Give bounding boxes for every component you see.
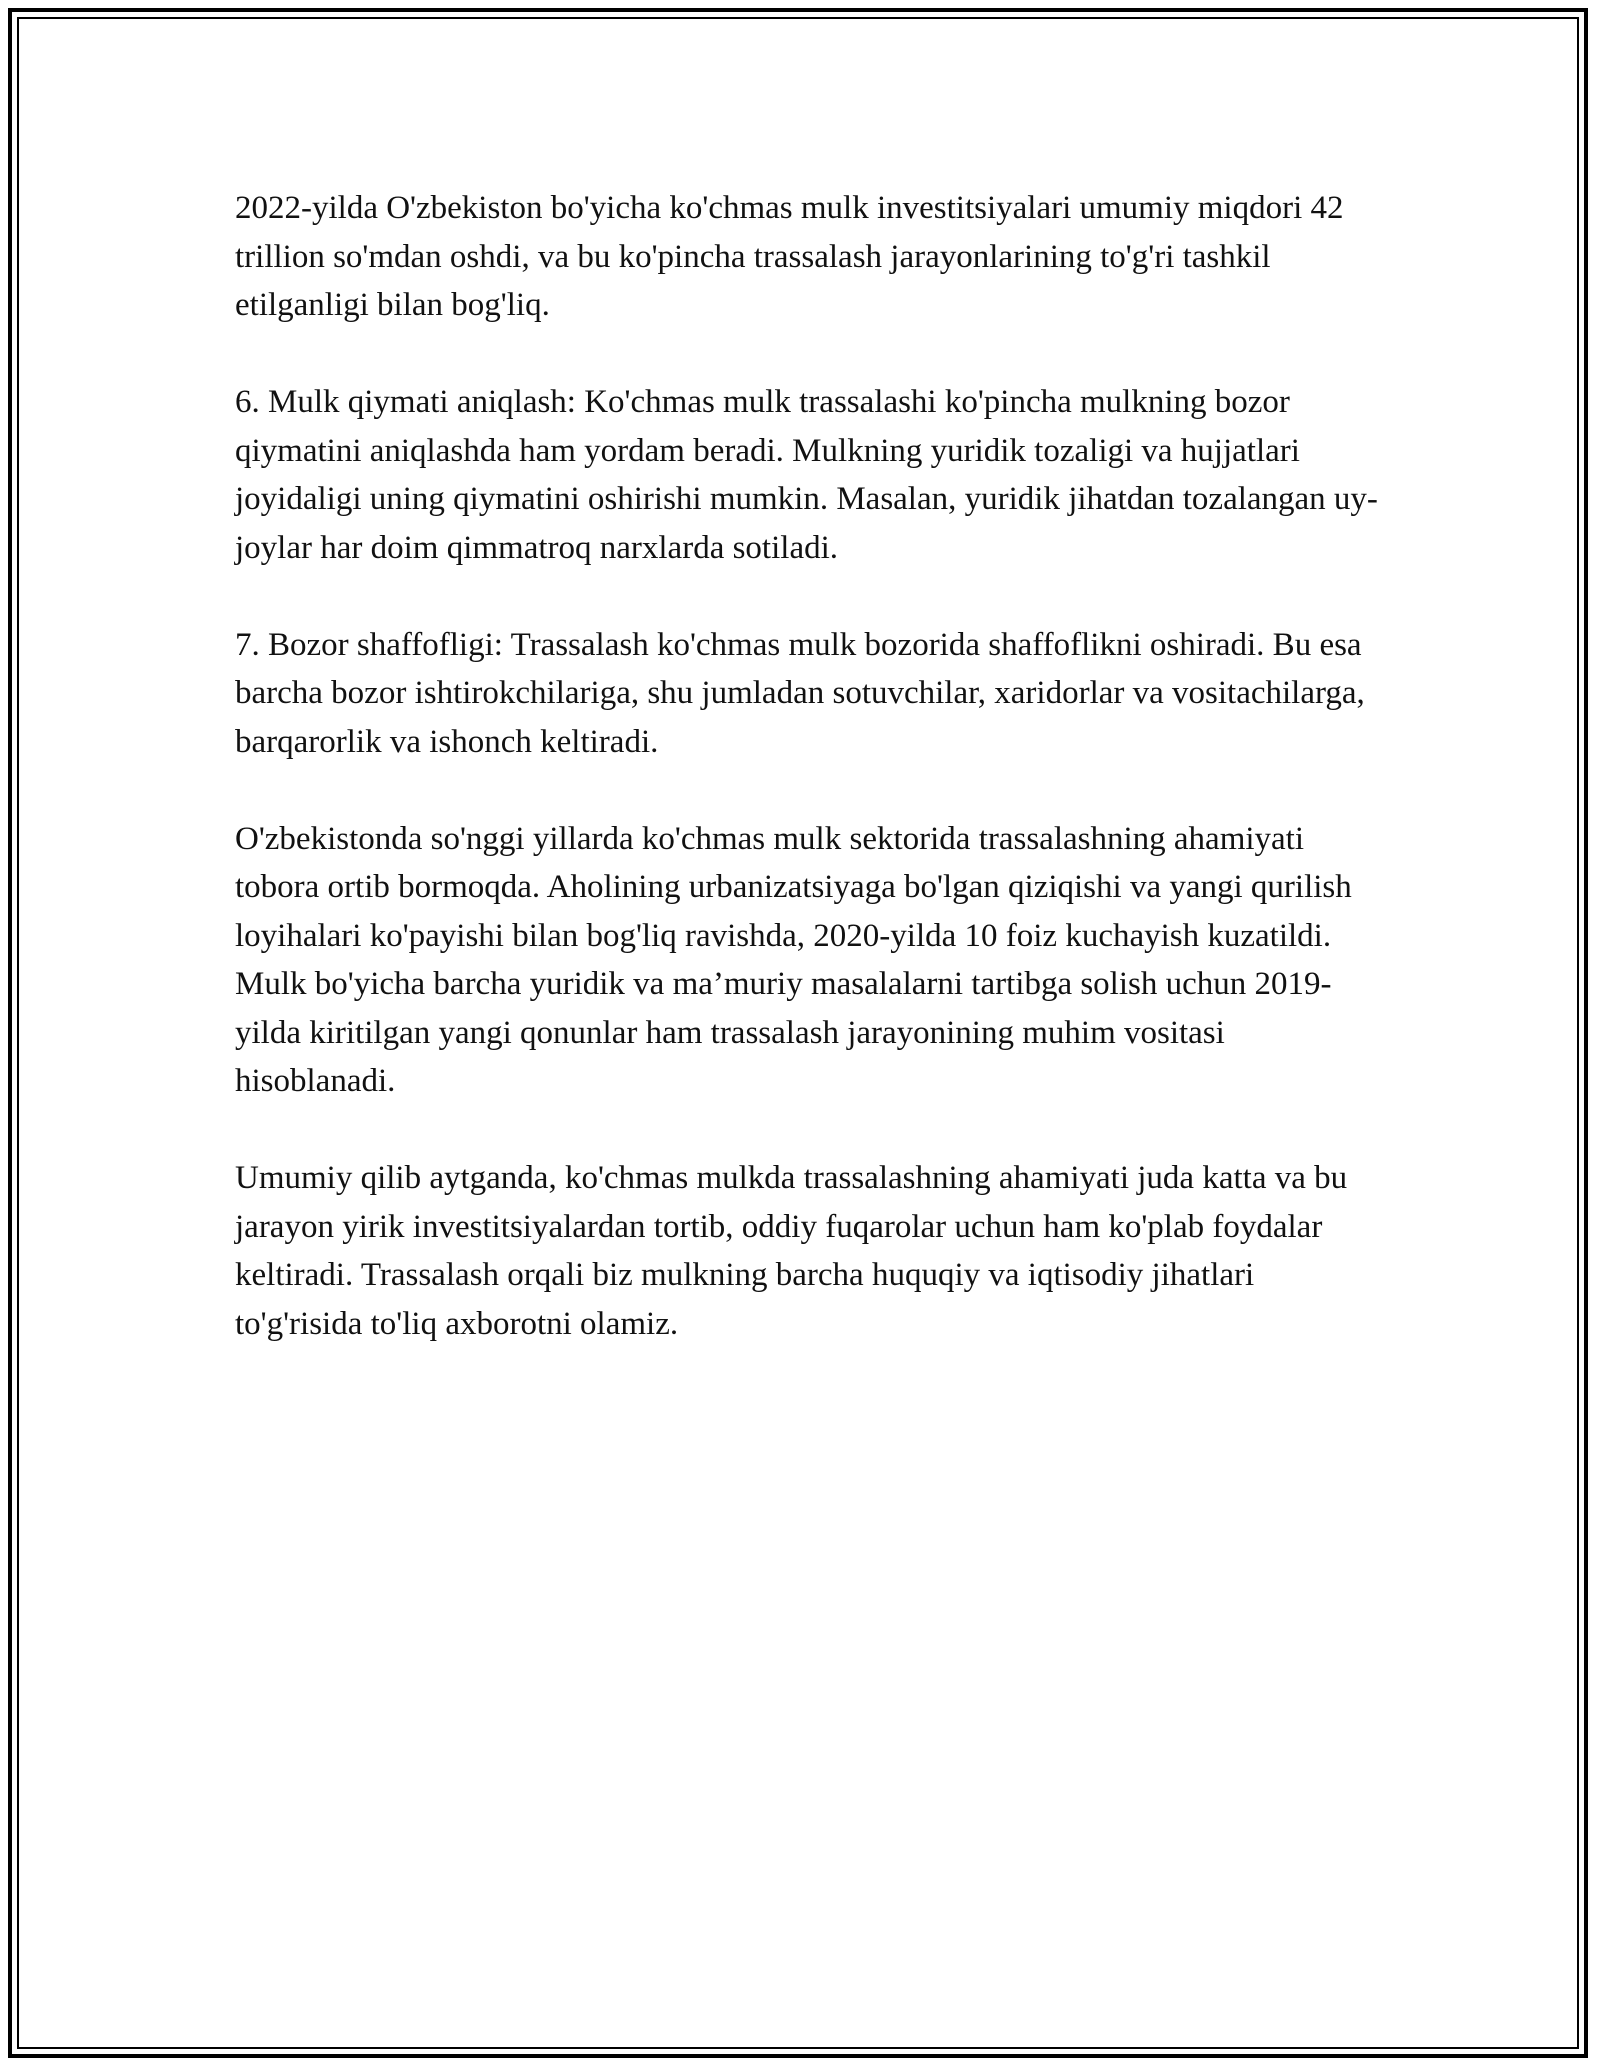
- paragraph-market-transparency: 7. Bozor shaffofligi: Trassalash ko'chmas mulk bozorida shaffoflikni oshiradi. Bu esa barcha bozor ishtirokchilariga, shu jumladan sotuvchilar, xaridorlar va vositachilarga, barqarorlik va ishonch keltiradi.: [235, 626, 1365, 760]
- paragraph-uzbekistan-trends: O'zbekistonda so'nggi yillarda ko'chmas mulk sektorida trassalashning ahamiyati tobora ortib bormoqda. Aholining urbanizatsiyaga bo'lgan qiziqishi va yangi qurilish loyihalari ko'payishi bilan bog'liq ravishda, 2020-yilda 10 foiz kuchayish kuzatildi. Mulk bo'yicha barcha yuridik va ma’muriy masalalarni tartibga solish uchun 2019-yilda kiritilgan yangi qonunlar ham trassalash jarayonining muhim vositasi hisoblanadi.: [235, 820, 1352, 1099]
- paragraph-property-value: 6. Mulk qiymati aniqlash: Ko'chmas mulk trassalashi ko'pincha mulkning bozor qiymatini aniqlashda ham yordam beradi. Mulkning yuridik tozaligi va hujjatlari joyidaligi uning qiymatini oshirishi mumkin. Masalan, yuridik jihatdan tozalangan uy-joylar har doim qimmatroq narxlarda sotiladi.: [235, 384, 1378, 566]
- paragraph-conclusion: Umumiy qilib aytganda, ko'chmas mulkda trassalashning ahamiyati juda katta va bu jarayon yirik investitsiyalardan tortib, oddiy fuqarolar uchun ham ko'plab foydalar keltiradi. Trassalash orqali biz mulkning barcha huquqiy va iqtisodiy jihatlari to'g'risida to'liq axborotni olamiz.: [235, 1160, 1348, 1342]
- paragraph-investment-total: 2022-yilda O'zbekiston bo'yicha ko'chmas mulk investitsiyalari umumiy miqdori 42 trillion so'mdan oshdi, va bu ko'pincha trassalash jarayonlarining to'g'ri tashkil etilganligi bilan bog'liq.: [235, 190, 1344, 323]
- document-body: [235, 184, 1385, 1397]
